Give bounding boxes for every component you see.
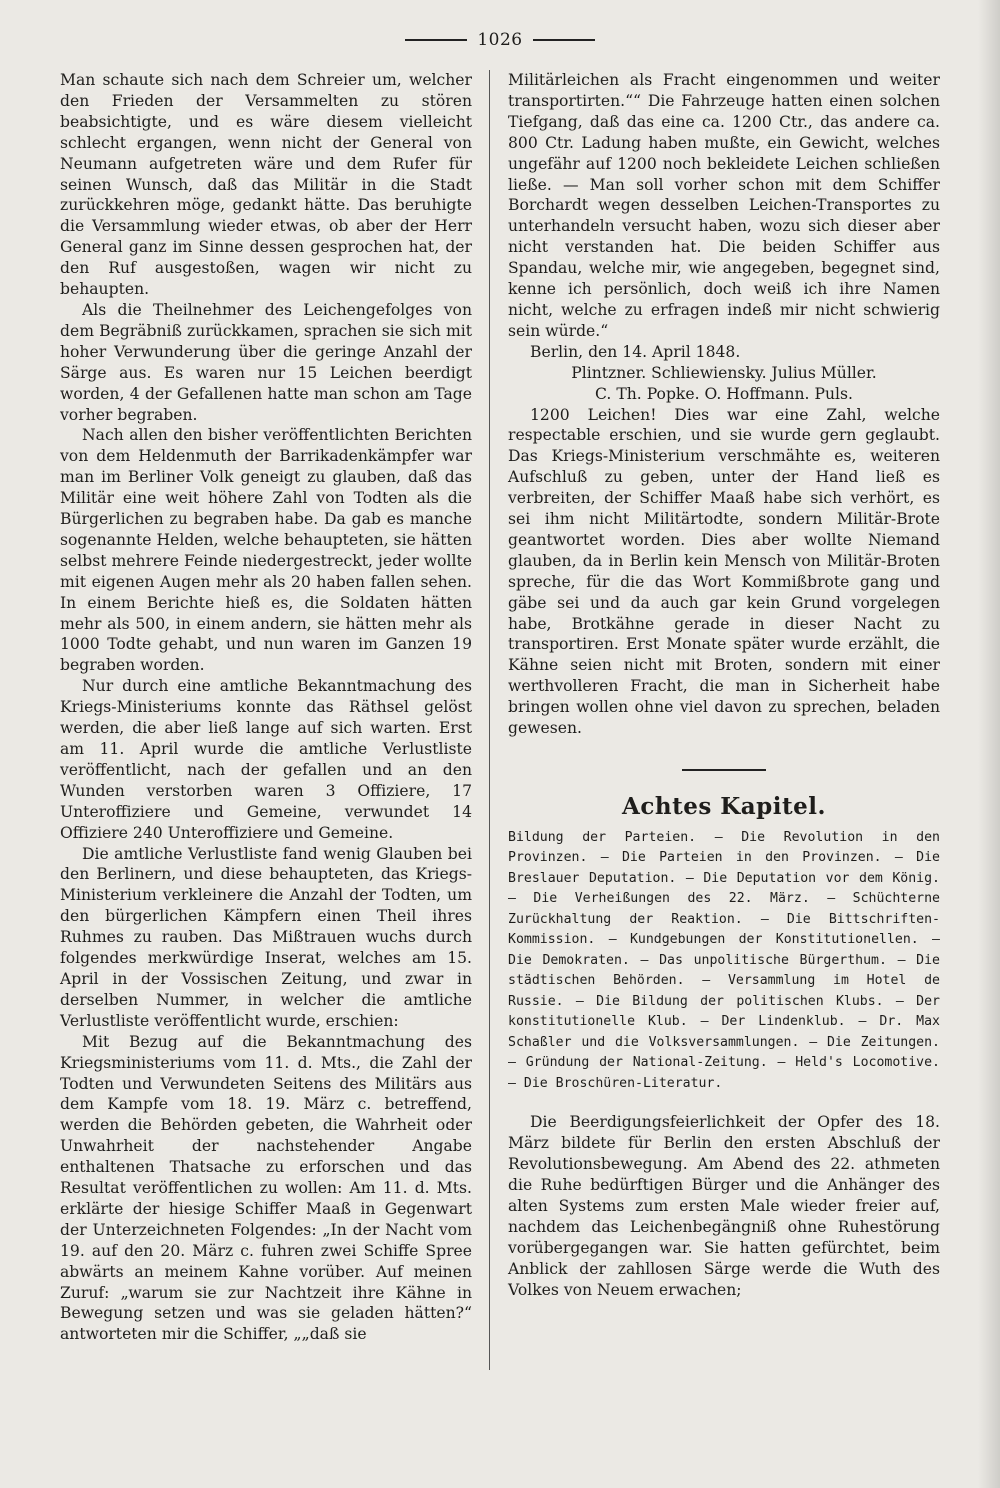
paragraph: Militärleichen als Fracht eingenommen und weiter transportirten.““ Die Fahrzeuge hatten einen solchen Tiefgang, daß das eine ca. 1200 Ctr., das andere ca. 800 Ctr. Ladung haben mußte, ein Gewicht, welches ungefähr auf 1200 noch bekleidete Leichen schließen ließe. — Man soll vorher schon mit dem Schiffer Borchardt wegen desselben Leichen-Transportes zu unterhandeln versucht haben, wozu sich dieser aber nicht verstanden hat. Die beiden Schiffer aus Spandau, welche mir, wie angegeben, begegnet sind, kenne ich persönlich, doch weiß ich ihre Namen nicht, welche zu erfragen indeß mir nicht schwierig sein würde.“ xyxy=(508,71,940,340)
paragraph: Die amtliche Verlustliste fand wenig Glauben bei den Berlinern, und diese behaupteten, das Kriegs-Ministerium verkleinere die Anzahl der Todten, um den bürgerlichen Kämpfern einen Theil ihres Ruhmes zu rauben. Das Mißtrauen wuchs durch folgendes merkwürdige Inserat, welches am 15. April in der Vossischen Zeitung, und zwar in derselben Nummer, in welcher die amtliche Verlustliste veröffentlicht wurde, erschien: xyxy=(60,844,472,1030)
page-number: 1026 xyxy=(477,30,523,50)
chapter-summary: Bildung der Parteien. — Die Revolution in den Provinzen. — Die Parteien in den Provinzen. — Die Breslauer Deputation. — Die Deputation vor dem König. — Die Verheißungen des 22. März. — Schüchterne Zurückhaltung der Reaktion. — Die Bittschriften-Kommission. — Kundgebungen der Konstitutionellen. — Die Demokraten. — Das unpolitische Bürgerthum. — Die städtischen Behörden. — Versammlung im Hotel de Russie. — Die Bildung der politischen Klubs. — Der konstitutionelle Klub. — Der Lindenklub. — Dr. Max Schaßler und die Volksversammlungen. — Die Zeitungen. — Gründung der National-Zeitung. — Held's Locomotive. — Die Broschüren-Literatur. xyxy=(508,829,940,1091)
chapter-title: Achtes Kapitel. xyxy=(622,793,826,820)
column-divider xyxy=(489,70,490,1370)
header-rule-left xyxy=(405,39,467,41)
paragraph: 1200 Leichen! Dies war eine Zahl, welche respectable erschien, und sie wurde gern geglaubt. Das Kriegs-Ministerium verschmähte es, weiteren Aufschluß zu geben, unter der Hand ließ es verbreiten, der Schiffer Maaß habe sich verhört, es sei ihm nicht Militärtodte, sondern Militär-Brote geantwortet worden. Dies aber wollte Niemand glauben, da in Berlin kein Mensch von Militär-Broten spreche, für die das Wort Kommißbrote gang und gäbe sei und da auch gar kein Grund vorgelegen habe, Brotkähne gerade in dieser Nacht zu transportiren. Erst Monate später wurde erzählt, die Kähne seien nicht mit Broten, sondern mit einer werthvolleren Fracht, die man in Sicherheit habe bringen wollen ohne viel davon zu sprechen, beladen gewesen. xyxy=(508,405,940,738)
left-column xyxy=(60,70,472,1345)
page-header xyxy=(0,30,1000,50)
header-rule-right xyxy=(533,39,595,41)
paragraph: Nach allen den bisher veröffentlichten Berichten von dem Heldenmuth der Barrikadenkämpfer war man im Berliner Volk geneigt zu glauben, daß das Militär eine weit höhere Zahl von Todten als die Bürgerlichen zu begraben habe. Da gab es manche sogenannte Helden, welche behaupteten, sie hätten selbst mehrere Feinde niedergestreckt, jeder wollte mit eigenen Augen mehr als 20 haben fallen sehen. In einem Berichte hieß es, die Soldaten hätten mehr als 500, in einem andern, sie hätten mehr als 1000 Todte gehabt, und nun waren im Ganzen 19 begraben worden. xyxy=(60,426,472,675)
paragraph: Nur durch eine amtliche Bekanntmachung des Kriegs-Ministeriums konnte das Räthsel gelöst werden, die aber ließ lange auf sich warten. Erst am 11. April wurde die amtliche Verlustliste veröffentlicht, nach der gefallen und an den Wunden verstorben waren 3 Offiziere, 17 Unteroffiziere und Gemeine, verwundet 14 Offiziere 240 Unteroffiziere und Gemeine. xyxy=(60,677,472,842)
signature-line: C. Th. Popke. O. Hoffmann. Puls. xyxy=(595,384,853,403)
paragraph: Man schaute sich nach dem Schreier um, welcher den Frieden der Versammelten zu stören beabsichtigte, und es wäre diesem vielleicht schlecht ergangen, wenn nicht der General von Neumann aufgetreten wäre und dem Rufer für seinen Wunsch, daß das Militär in die Stadt zurückkehren möge, gedankt hätte. Das beruhigte die Versammlung wieder etwas, ob aber der Herr General ganz im Sinne dessen gesprochen hat, der den Ruf ausgestoßen, wagen wir nicht zu behaupten. xyxy=(60,71,472,299)
paragraph: Die Beerdigungsfeierlichkeit der Opfer des 18. März bildete für Berlin den ersten Abschluß der Revolutionsbewegung. Am Abend des 22. athmeten die Ruhe bedürftigen Bürger und die Anhänger des alten Systems zum ersten Male wieder freier auf, nachdem das Leichenbegängniß ohne Ruhestörung vorübergegangen war. Sie hatten gefürchtet, beim Anblick der zahllosen Särge werde die Wuth des Volkes von Neuem erwachen; xyxy=(508,1113,940,1299)
section-divider xyxy=(682,769,766,771)
paragraph: Als die Theilnehmer des Leichengefolges von dem Begräbniß zurückkamen, sprachen sie sich mit hoher Verwunderung über die geringe Anzahl der Särge aus. Es waren nur 15 Leichen beerdigt worden, 4 der Gefallenen hatte man schon am Tage vorher begraben. xyxy=(60,300,472,424)
signature-line: Plintzner. Schliewiensky. Julius Müller. xyxy=(571,363,877,382)
right-column xyxy=(508,70,940,1301)
paragraph: Mit Bezug auf die Bekanntmachung des Kriegsministeriums vom 11. d. Mts., die Zahl der Todten und Verwundeten Seitens des Militärs aus dem Kampfe vom 18. 19. März c. betreffend, werden die Behörden gebeten, die Wahrheit oder Unwahrheit der nachstehender Angabe enthaltenen Thatsache zu erforschen und das Resultat veröffentlichen zu wollen: Am 11. d. Mts. erklärte der hiesige Schiffer Maaß in Gegenwart der Unterzeichneten Folgendes: „In der Nacht vom 19. auf den 20. März c. fuhren zwei Schiffe Spree abwärts an meinem Kahne vorüber. Auf meinen Zuruf: „warum sie zur Nachtzeit ihre Kähne in Bewegung setzen und was sie geladen hätten?“ antworteten mir die Schiffer, „„daß sie xyxy=(60,1032,472,1344)
dateline: Berlin, den 14. April 1848. xyxy=(530,342,741,361)
page-edge-shadow xyxy=(978,0,1000,1488)
signatures xyxy=(508,363,940,405)
